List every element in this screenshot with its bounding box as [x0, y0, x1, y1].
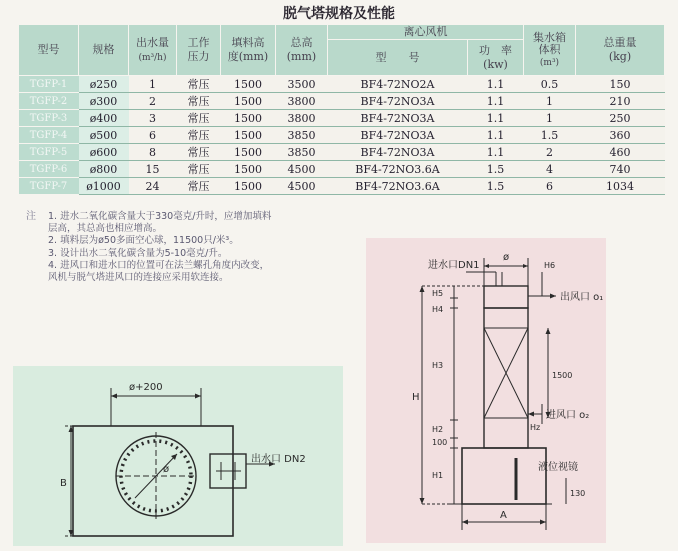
table-cell: 2 — [129, 93, 177, 110]
table-cell: 常压 — [177, 127, 221, 144]
table-cell: ø600 — [79, 144, 129, 161]
table-cell: TGFP-5 — [19, 144, 79, 161]
table-cell: BF4-72NO3A — [328, 110, 468, 127]
table-cell: 1500 — [221, 127, 276, 144]
header-fan: 离心风机 — [328, 25, 524, 40]
elev-dim-1500: 1500 — [552, 371, 573, 380]
elev-dim-130: 130 — [570, 489, 586, 498]
table-cell: ø250 — [79, 76, 129, 93]
table-cell: ø1000 — [79, 178, 129, 195]
table-cell: 360 — [576, 127, 665, 144]
note-4-cont: 风机与脱气塔进风口的连接应采用软连接。 — [48, 272, 229, 284]
table-cell: 常压 — [177, 93, 221, 110]
table-cell: 4500 — [276, 178, 328, 195]
table-cell: 常压 — [177, 178, 221, 195]
table-cell: 常压 — [177, 110, 221, 127]
plan-view-drawing — [13, 366, 343, 546]
plan-dim-left: B — [60, 478, 67, 489]
table-cell: 1.1 — [468, 76, 524, 93]
table-cell: 8 — [129, 144, 177, 161]
spec-table — [18, 24, 665, 195]
table-cell: 1.5 — [468, 178, 524, 195]
table-cell: TGFP-4 — [19, 127, 79, 144]
header-spec: 规格 — [79, 25, 129, 76]
plan-outlet-label: 出水口 DN2 — [251, 454, 306, 465]
elev-outlet-air: 出风口 o₁ — [560, 292, 604, 303]
elev-dim-H: H — [412, 392, 420, 403]
plan-dim-top: ø+200 — [129, 382, 163, 393]
table-cell: TGFP-6 — [19, 161, 79, 178]
table-cell: 1034 — [576, 178, 665, 195]
table-cell: 常压 — [177, 76, 221, 93]
elev-dim-H3: H3 — [432, 361, 444, 370]
table-cell: 210 — [576, 93, 665, 110]
table-cell: TGFP-3 — [19, 110, 79, 127]
table-cell: 3800 — [276, 93, 328, 110]
header-fan-power: 功 率 (kw) — [468, 40, 524, 76]
page-title: 脱气塔规格及性能 — [283, 6, 395, 22]
table-cell: 1500 — [221, 161, 276, 178]
table-cell: 1.1 — [468, 144, 524, 161]
table-cell: ø400 — [79, 110, 129, 127]
table-cell: TGFP-2 — [19, 93, 79, 110]
table-cell: 常压 — [177, 161, 221, 178]
elev-dim-H5: H5 — [432, 289, 444, 298]
elev-dia: ø — [503, 252, 510, 263]
table-cell: 3850 — [276, 144, 328, 161]
table-cell: ø800 — [79, 161, 129, 178]
header-weight: 总重量 (kg) — [576, 25, 665, 76]
table-cell: 1.1 — [468, 110, 524, 127]
table-cell: 4 — [524, 161, 576, 178]
table-cell: BF4-72NO3A — [328, 93, 468, 110]
elev-inlet-air: 进风口 o₂ — [546, 410, 590, 421]
plan-dia: ø — [163, 464, 170, 475]
table-row — [19, 76, 665, 93]
table-cell: TGFP-7 — [19, 178, 79, 195]
table-cell: 1500 — [221, 93, 276, 110]
header-fan-model: 型 号 — [328, 40, 468, 76]
table-cell: 15 — [129, 161, 177, 178]
table-cell: 1 — [524, 93, 576, 110]
table-row — [19, 127, 665, 144]
note-1: 1. 进水二氧化碳含量大于330毫克/升时，应增加填料 — [48, 211, 272, 222]
elev-dim-Hz: Hz — [530, 423, 541, 432]
table-cell: 1500 — [221, 178, 276, 195]
table-cell: 6 — [129, 127, 177, 144]
table-cell: 1.5 — [468, 161, 524, 178]
table-cell: ø500 — [79, 127, 129, 144]
table-cell: BF4-72NO3A — [328, 127, 468, 144]
note-4: 4. 进风口和进水口的位置可在法兰螺孔角度内改变， — [48, 259, 270, 271]
elev-dim-H6: H6 — [544, 261, 556, 270]
notes — [26, 211, 356, 284]
table-cell: 24 — [129, 178, 177, 195]
elev-dim-A: A — [500, 510, 507, 521]
table-cell: 460 — [576, 144, 665, 161]
table-cell: 740 — [576, 161, 665, 178]
table-cell: 1500 — [221, 144, 276, 161]
table-cell: 2 — [524, 144, 576, 161]
table-cell: 3 — [129, 110, 177, 127]
table-cell: 0.5 — [524, 76, 576, 93]
header-pressure: 工作 压力 — [177, 25, 221, 76]
table-cell: 3800 — [276, 110, 328, 127]
elev-dim-100: 100 — [432, 438, 448, 447]
elevation-drawing — [366, 238, 606, 543]
table-cell: 1.1 — [468, 127, 524, 144]
notes-mark: 注 — [26, 211, 36, 222]
table-cell: 常压 — [177, 144, 221, 161]
table-cell: BF4-72NO3.6A — [328, 161, 468, 178]
table-row — [19, 93, 665, 110]
table-row — [19, 144, 665, 161]
table-cell: 1.5 — [524, 127, 576, 144]
table-row — [19, 178, 665, 195]
table-cell: 6 — [524, 178, 576, 195]
table-cell: 150 — [576, 76, 665, 93]
table-cell: 4500 — [276, 161, 328, 178]
table-cell: TGFP-1 — [19, 76, 79, 93]
table-cell: ø300 — [79, 93, 129, 110]
table-cell: 1500 — [221, 76, 276, 93]
table-cell: BF4-72NO2A — [328, 76, 468, 93]
note-1-cont: 层高，其总高也相应增高。 — [48, 223, 163, 235]
header-tank: 集水箱 体积 (m³) — [524, 25, 576, 76]
table-cell: 1.1 — [468, 93, 524, 110]
table-row — [19, 161, 665, 178]
table-cell: BF4-72NO3A — [328, 144, 468, 161]
table-cell: BF4-72NO3.6A — [328, 178, 468, 195]
header-model: 型号 — [19, 25, 79, 76]
header-flow: 出水量 (m³/h) — [129, 25, 177, 76]
table-cell: 1500 — [221, 110, 276, 127]
elev-sight-glass: 液位视镜 — [538, 462, 578, 473]
table-cell: 250 — [576, 110, 665, 127]
elev-dim-H2: H2 — [432, 425, 444, 434]
header-total-height: 总高 (mm) — [276, 25, 328, 76]
elev-dim-H1: H1 — [432, 471, 444, 480]
header-packing: 填料高 度(mm) — [221, 25, 276, 76]
note-3: 3. 设计出水二氧化碳含量为5-10毫克/升。 — [48, 247, 228, 259]
table-cell: 1 — [129, 76, 177, 93]
elev-dim-H4: H4 — [432, 305, 444, 314]
elev-inlet-water: 进水口DN1 — [428, 260, 480, 271]
table-cell: 3850 — [276, 127, 328, 144]
table-cell: 1 — [524, 110, 576, 127]
table-cell: 3500 — [276, 76, 328, 93]
table-row — [19, 110, 665, 127]
note-2: 2. 填料层为ø50多面空心球，11500只/米³。 — [48, 235, 239, 247]
